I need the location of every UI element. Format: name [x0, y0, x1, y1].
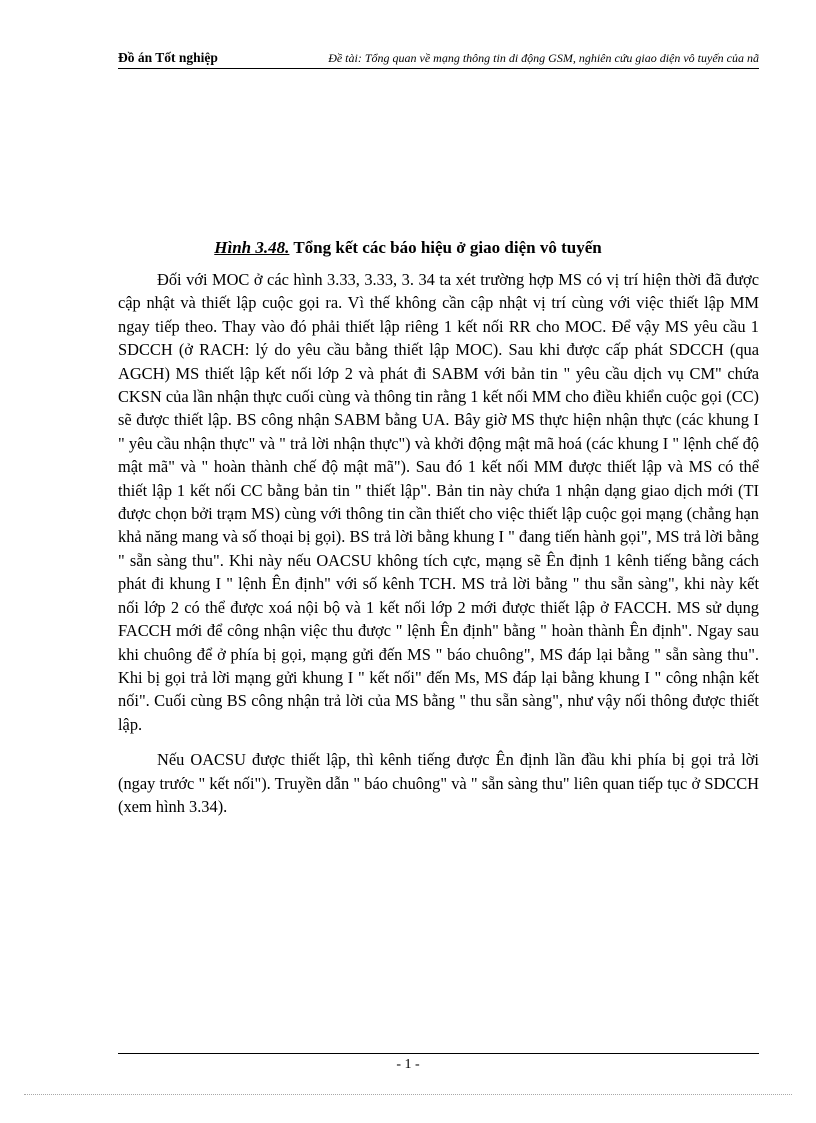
paragraph-1: Đối với MOC ở các hình 3.33, 3.33, 3. 34 ta xét trường hợp MS có vị trí hiện thời đã được cập nhật và thiết lập cuộc gọi ra. Vì thế không cần cập nhật vị trí cùng với việc thiết lập MM ngay tiếp theo. Thay vào đó phải thiết lập riêng 1 kết nối RR cho MOC. Để vậy MS yêu cầu 1 SDCCH (ở RACH: lý do yêu cầu bằng thiết lập MOC). Sau khi được cấp phát SDCCH (qua AGCH) MS thiết lập kết nối lớp 2 và phát đi SABM với bản tin " yêu cầu dịch vụ CM" chứa CKSN của lần nhận thực cuối cùng và thông tin rằng 1 kết nối MM cho điều khiển cuộc gọi (CC) sẽ được thiết lập. BS công nhận SABM bằng UA. Bây giờ MS thực hiện nhận thực (các khung I " yêu cầu nhận thực" và " trả lời nhận thực") và khởi động mật mã hoá (các khung I " lệnh chế độ mật mã" và " hoàn thành chế độ mật mã"). Sau đó 1 kết nối MM được thiết lập và MS có thể thiết lập 1 kết nối CC bằng bản tin " thiết lập". Bản tin này chứa 1 nhận dạng giao dịch mới (TI được chọn bởi trạm MS) cùng với thông tin cần thiết cho việc thiết lập cuộc gọi mạng (chẳng hạn khả năng mang và số thoại bị gọi). BS trả lời bằng khung I " đang tiến hành gọi", MS trả lời bằng " sẵn sàng thu". Khi này nếu OACSU không tích cực, mạng sẽ Ên định 1 kênh tiếng bằng cách phát đi khung I " lệnh Ên định" với số kênh TCH. MS trả lời bằng " thu sẵn sàng", khi này kết nối lớp 2 có thể được xoá nội bộ và 1 kết nối lớp 2 mới được thiết lập ở FACCH. MS sử dụng FACCH mới để công nhận việc thu được " lệnh Ên định" bằng " hoàn thành Ên định". Ngay sau khi chuông để ở phía bị gọi, mạng gửi đến MS " báo chuông", MS đáp lại bằng " sẵn sàng thu". Khi bị gọi trả lời mạng gửi khung I " kết nối" đến Ms, MS đáp lại bằng khung I " công nhận kết nối". Cuối cùng BS công nhận trả lời của MS bằng " thu sẵn sàng", như vậy nối thông được thiết lập.	[118, 270, 759, 734]
page-header	[118, 50, 759, 69]
figure-number: Hình 3.48.	[214, 238, 290, 257]
header-subject: Đề tài: Tổng quan về mạng thông tin di động GSM, nghiên cứu giao diện vô tuyến của nã	[328, 51, 759, 65]
footer-divider	[118, 1053, 759, 1054]
paragraph-2: Nếu OACSU được thiết lập, thì kênh tiếng được Ên định lần đầu khi phía bị gọi trả lời (ngay trước " kết nối"). Truyền dẫn " báo chuông" và " sẵn sàng thu" liên quan tiếp tục ở SDCCH (xem hình 3.34).	[118, 750, 759, 816]
page-number: - 1 -	[396, 1057, 420, 1072]
figure-caption	[0, 238, 816, 258]
header-title: Đồ án Tốt nghiệp	[118, 50, 218, 65]
page-boundary-line	[24, 1094, 792, 1095]
figure-title: Tổng kết các báo hiệu ở giao diện vô tuyến	[289, 238, 602, 257]
body-text	[118, 268, 759, 818]
